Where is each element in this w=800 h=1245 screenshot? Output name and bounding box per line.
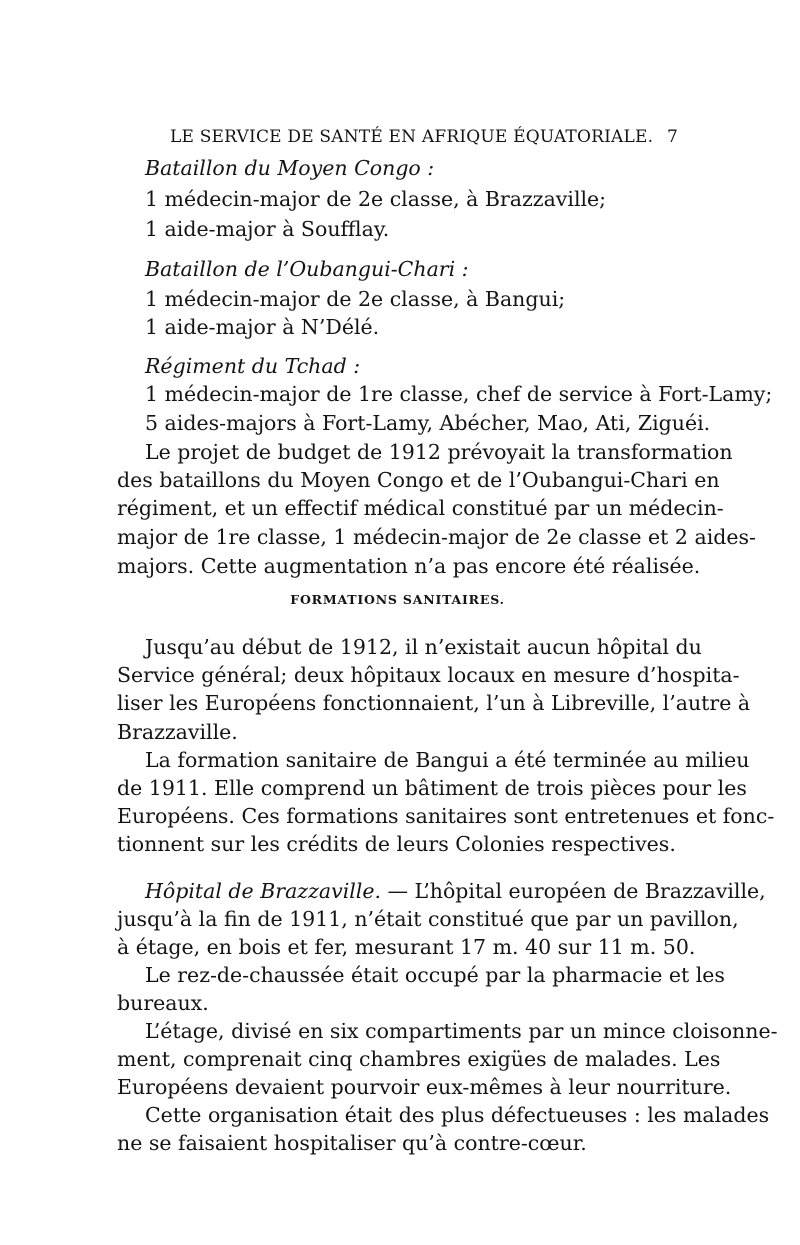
text-line: jusqu’à la fin de 1911, n’était constitué que par un pavillon,: [117, 907, 739, 931]
running-header: [170, 126, 678, 148]
section-title: FORMATIONS SANITAIRES.: [290, 592, 505, 607]
text-line: Bataillon du Moyen Congo :: [145, 156, 435, 180]
text-line: L’étage, divisé en six compartiments par un mince cloisonne-: [145, 1019, 778, 1043]
text-line: 1 médecin-major de 2e classe, à Brazzaville;: [145, 187, 607, 211]
page-number: 7: [666, 127, 678, 147]
text-line: Service général; deux hôpitaux locaux en mesure d’hospita-: [117, 663, 740, 687]
text-line: Jusqu’au début de 1912, il n’existait aucun hôpital du: [145, 635, 702, 659]
text-line: major de 1re classe, 1 médecin-major de 2e classe et 2 aides-: [117, 525, 756, 549]
text-line: 5 aides-majors à Fort-Lamy, Abécher, Mao, Ati, Ziguéi.: [145, 411, 711, 435]
text-line: Le rez-de-chaussée était occupé par la pharmacie et les: [145, 963, 725, 987]
hospital-entry-label: Hôpital de Brazzaville.: [145, 879, 382, 903]
text-line: Européens. Ces formations sanitaires sont entretenues et fonc-: [117, 804, 775, 828]
text-line: Régiment du Tchad :: [145, 354, 361, 378]
hospital-entry-line: [117, 878, 766, 904]
text-line: ment, comprenait cinq chambres exigües de malades. Les: [117, 1047, 721, 1071]
text-line: Le projet de budget de 1912 prévoyait la transformation: [145, 440, 733, 464]
text-line: Brazzaville.: [117, 720, 238, 744]
hospital-entry-text: — L’hôpital européen de Brazzaville,: [381, 879, 766, 903]
text-line: des bataillons du Moyen Congo et de l’Oubangui-Chari en: [117, 468, 720, 492]
text-line: régiment, et un effectif médical constitué par un médecin-: [117, 496, 724, 520]
text-line: 1 médecin-major de 1re classe, chef de service à Fort-Lamy;: [145, 382, 773, 406]
text-line: 1 aide-major à N’Délé.: [145, 315, 380, 339]
text-line: La formation sanitaire de Bangui a été terminée au milieu: [145, 748, 750, 772]
text-line: à étage, en bois et fer, mesurant 17 m. 40 sur 11 m. 50.: [117, 935, 696, 959]
text-line: Européens devaient pourvoir eux-mêmes à leur nourriture.: [117, 1075, 732, 1099]
text-line: 1 médecin-major de 2e classe, à Bangui;: [145, 287, 566, 311]
text-line: de 1911. Elle comprend un bâtiment de trois pièces pour les: [117, 776, 747, 800]
header-title: LE SERVICE DE SANTÉ EN AFRIQUE ÉQUATORIALE.: [170, 127, 654, 147]
text-line: Bataillon de l’Oubangui-Chari :: [145, 257, 469, 281]
text-line: liser les Européens fonctionnaient, l’un à Libreville, l’autre à: [117, 691, 751, 715]
text-line: tionnent sur les crédits de leurs Colonies respectives.: [117, 832, 676, 856]
text-line: Cette organisation était des plus défectueuses : les malades: [145, 1103, 770, 1127]
text-line: majors. Cette augmentation n’a pas encore été réalisée.: [117, 554, 701, 578]
text-line: bureaux.: [117, 991, 209, 1015]
text-line: ne se faisaient hospitaliser qu’à contre-cœur.: [117, 1131, 587, 1155]
text-line: 1 aide-major à Soufflay.: [145, 217, 390, 241]
